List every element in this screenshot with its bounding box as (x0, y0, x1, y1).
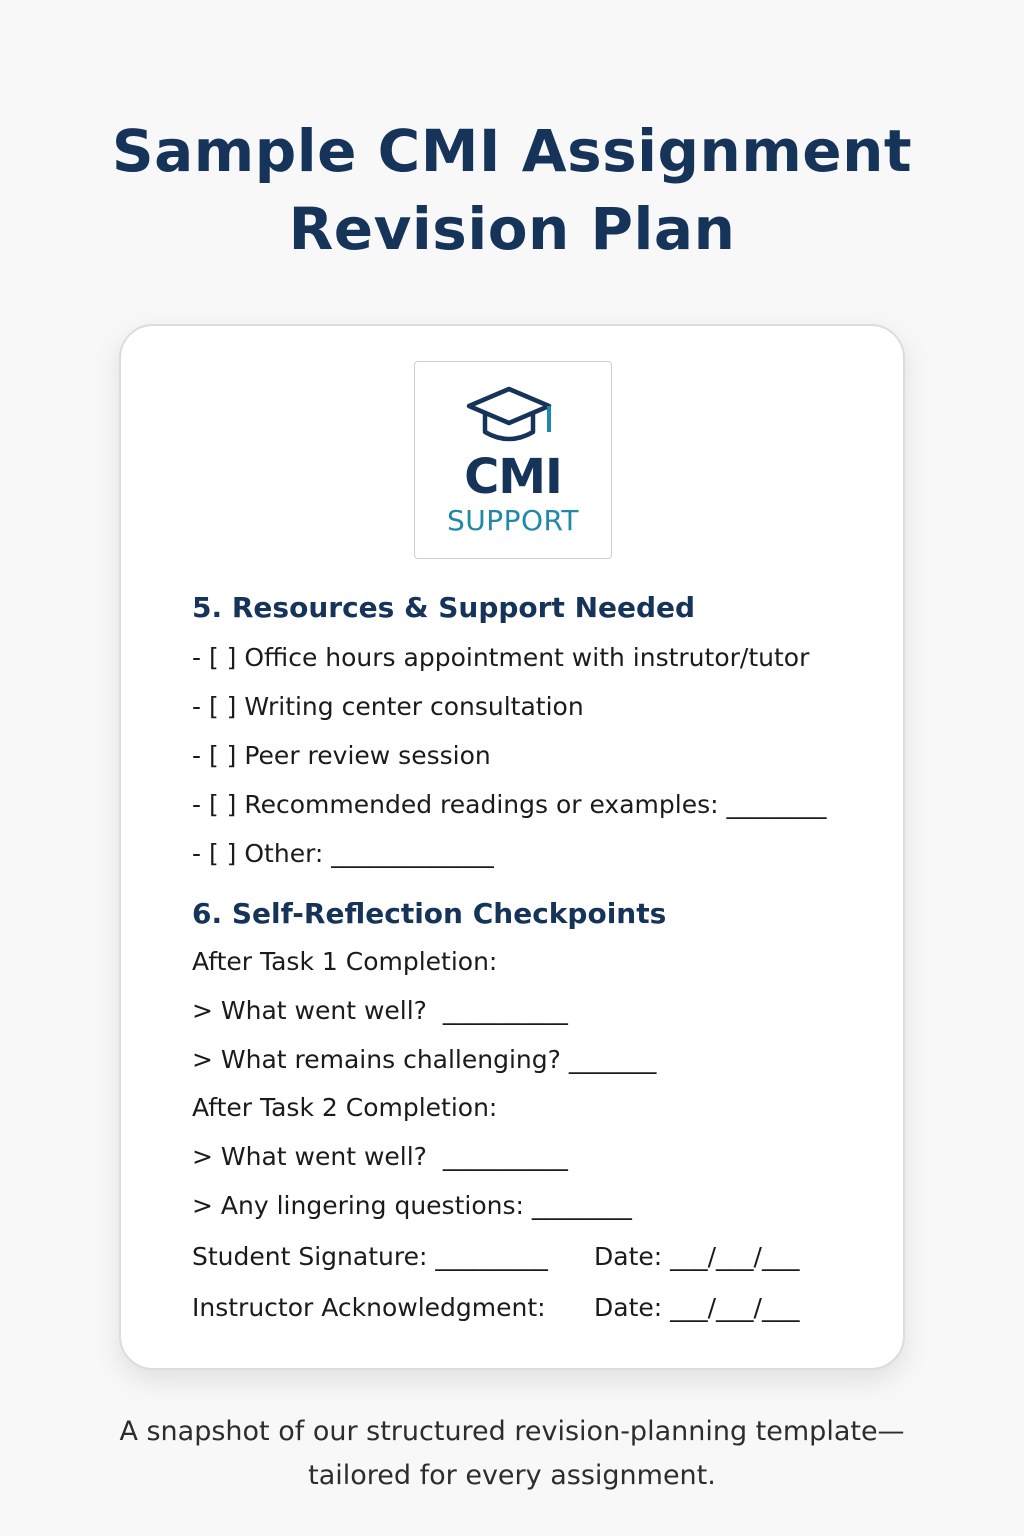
checklist-item-peer-review: - [ ] Peer review session (192, 741, 491, 770)
caption-line-1: A snapshot of our structured revision-planning template— (119, 1416, 905, 1447)
task-2-questions: > Any lingering questions: ________ (192, 1191, 632, 1220)
caption-line-2: tailored for every assignment. (308, 1460, 716, 1491)
caption (0, 1410, 1024, 1498)
checklist-item-other: - [ ] Other: _____________ (192, 839, 494, 868)
section-5-heading: 5. Resources & Support Needed (192, 591, 696, 624)
instructor-date-line: Date: ___/___/___ (594, 1293, 800, 1322)
task-2-label: After Task 2 Completion: (192, 1093, 498, 1122)
task-1-went-well: > What went well? __________ (192, 996, 568, 1025)
student-date-line: Date: ___/___/___ (594, 1242, 800, 1271)
section-6-heading: 6. Self-Reflection Checkpoints (192, 897, 667, 930)
logo-subtitle-text: SUPPORT (446, 504, 580, 537)
page-title-line-1: Sample CMI Assignment (111, 117, 913, 185)
page-title (0, 112, 1024, 268)
task-1-challenging: > What remains challenging? _______ (192, 1045, 657, 1074)
task-2-went-well: > What went well? __________ (192, 1142, 568, 1171)
cmi-support-logo (414, 361, 612, 559)
checklist-item-writing-center: - [ ] Writing center consultation (192, 692, 584, 721)
task-1-label: After Task 1 Completion: (192, 947, 498, 976)
checklist-item-office-hours: - [ ] Office hours appointment with instrutor/tutor (192, 643, 810, 672)
student-signature-line: Student Signature: _________ (192, 1242, 548, 1271)
checklist-item-readings: - [ ] Recommended readings or examples: ________ (192, 790, 827, 819)
graduation-cap-icon (465, 384, 561, 450)
instructor-acknowledgment-line: Instructor Acknowledgment: (192, 1293, 546, 1322)
revision-plan-card (119, 324, 905, 1370)
page-title-line-2: Revision Plan (288, 195, 736, 263)
logo-brand-text: CMI (464, 449, 562, 505)
